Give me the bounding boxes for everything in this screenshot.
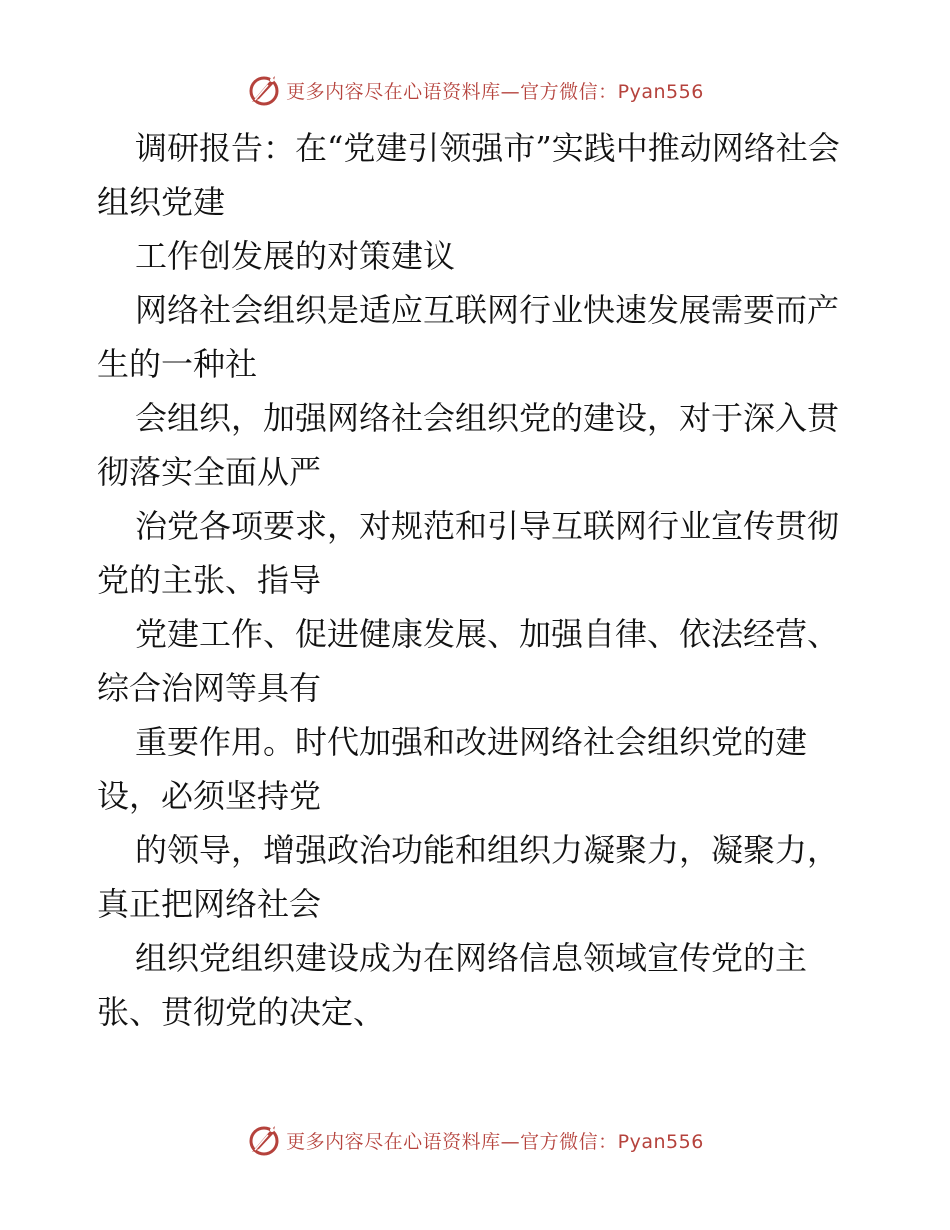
paragraph: 会组织，加强网络社会组织党的建设，对于深入贯彻落实全面从严 <box>97 399 840 491</box>
paragraph: 重要作用。时代加强和改进网络社会组织党的建设，必须坚持党 <box>97 723 808 815</box>
quill-pen-logo-icon <box>246 1122 282 1158</box>
watermark-text: 更多内容尽在心语资料库—官方微信：Pyan556 <box>286 80 704 103</box>
quill-pen-logo-icon <box>246 72 282 108</box>
footer-watermark <box>0 1120 950 1160</box>
paragraph: 党建工作、促进健康发展、加强自律、依法经营、综合治网等具有 <box>97 615 840 707</box>
paragraph: 网络社会组织是适应互联网行业快速发展需要而产生的一种社 <box>97 291 840 383</box>
paragraph: 的领导，增强政治功能和组织力凝聚力，凝聚力，真正把网络社会 <box>97 831 840 923</box>
header-watermark <box>0 70 950 110</box>
document-body <box>97 121 857 1039</box>
paragraph: 调研报告：在“党建引领强市”实践中推动网络社会组织党建 <box>97 129 840 221</box>
paragraph: 组织党组织建设成为在网络信息领域宣传党的主张、贯彻党的决定、 <box>97 939 808 1031</box>
paragraph: 工作创发展的对策建议 <box>135 237 456 275</box>
watermark-text: 更多内容尽在心语资料库—官方微信：Pyan556 <box>286 1130 704 1153</box>
paragraph: 治党各项要求，对规范和引导互联网行业宣传贯彻党的主张、指导 <box>97 507 840 599</box>
